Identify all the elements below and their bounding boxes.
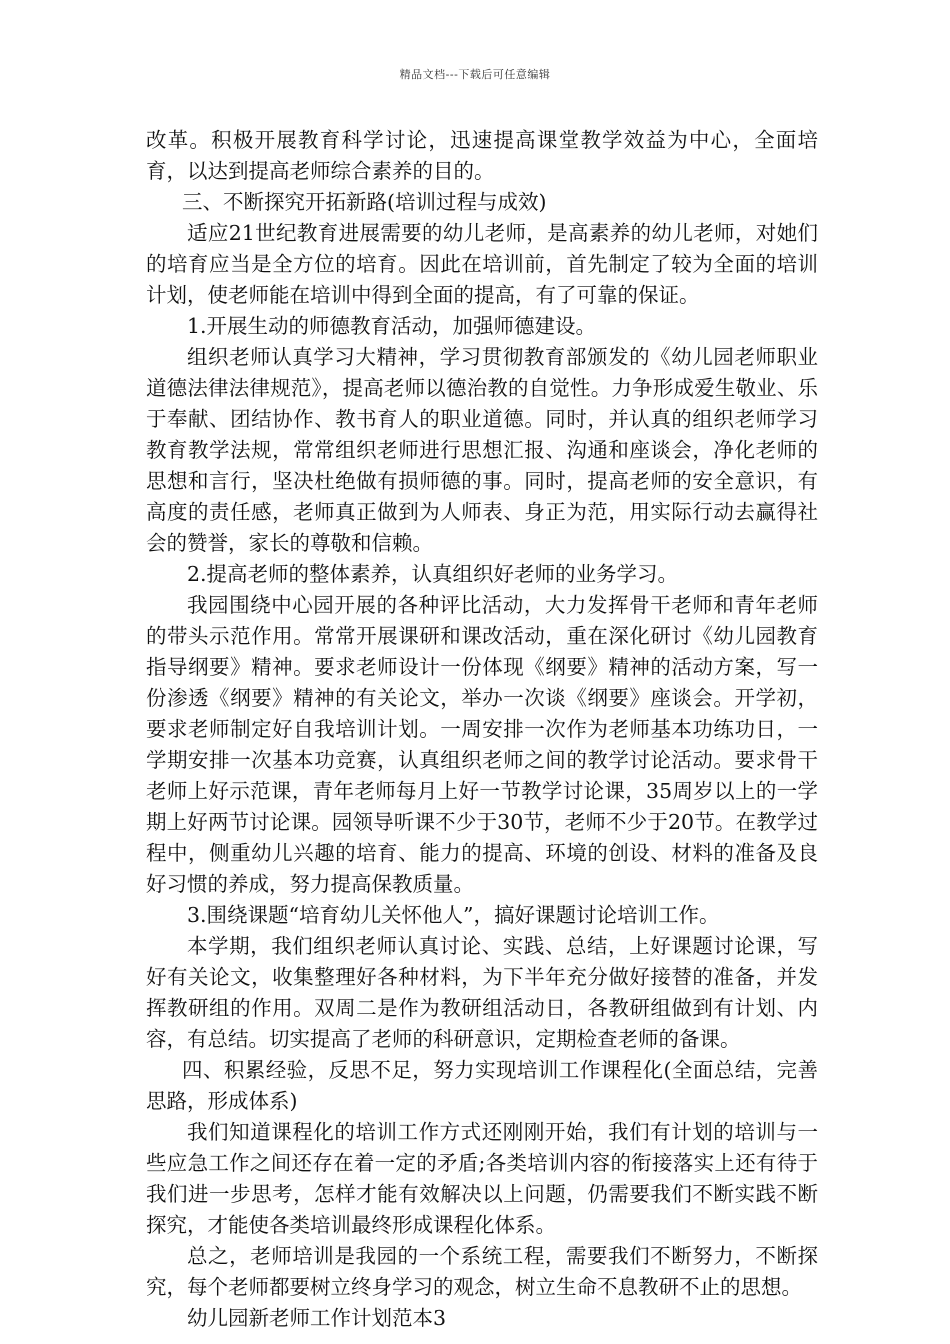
document-body xyxy=(146,125,818,1334)
paragraph: 本学期，我们组织老师认真讨论、实践、总结，上好课题讨论课，写好有关论文，收集整理好各种材料，为下半年充分做好接替的准备，并发挥教研组的作用。双周二是作为教研组活动日，各教研组做到有计划、内容，有总结。切实提高了老师的科研意识，定期检查老师的备课。 xyxy=(146,934,818,1051)
subheading-3: 3.围绕课题“培育幼儿关怀他人”，搞好课题讨论培训工作。 xyxy=(187,903,720,927)
paragraph: 我园围绕中心园开展的各种评比活动，大力发挥骨干老师和青年老师的带头示范作用。常常开展课研和课改活动，重在深化研讨《幼儿园教育指导纲要》精神。要求老师设计一份体现《纲要》精神的活动方案，写一份渗透《纲要》精神的有关论文，举办一次谈《纲要》座谈会。开学初，要求老师制定好自我培训计划。一周安排一次作为老师基本功练功日，一学期安排一次基本功竞赛，认真组织老师之间的教学讨论活动。要求骨干老师上好示范课，青年老师每月上好一节教学讨论课，35周岁以上的一学期上好两节讨论课。园领导听课不少于30节，老师不少于20节。在教学过程中，侧重幼儿兴趣的培育、能力的提高、环境的创设、材料的准备及良好习惯的养成，努力提高保教质量。 xyxy=(146,593,818,896)
paragraph: 我们知道课程化的培训工作方式还刚刚开始，我们有计划的培训与一些应急工作之间还存在着一定的矛盾;各类培训内容的衔接落实上还有待于我们进一步思考，怎样才能有效解决以上问题，仍需要我们不断实践不断探究，才能使各类培训最终形成课程化体系。 xyxy=(146,1120,818,1237)
subheading-1: 1.开展生动的师德教育活动，加强师德建设。 xyxy=(187,314,597,338)
page-header: 精品文档---下载后可任意编辑 xyxy=(399,68,551,81)
section-heading-3: 三、不断探究开拓新路(培训过程与成效) xyxy=(182,190,547,214)
subheading-2: 2.提高老师的整体素养，认真组织好老师的业务学习。 xyxy=(187,562,679,586)
paragraph: 适应21世纪教育进展需要的幼儿老师，是高素养的幼儿老师，对她们的培育应当是全方位的培育。因此在培训前，首先制定了较为全面的培训计划，使老师能在培训中得到全面的提高，有了可靠的保证。 xyxy=(146,221,818,307)
paragraph-continuation: 改革。积极开展教育科学讨论，迅速提高课堂教学效益为中心，全面培育，以达到提高老师综合素养的目的。 xyxy=(146,128,818,183)
section-heading-4: 四、积累经验，反思不足，努力实现培训工作课程化(全面总结，完善思路，形成体系) xyxy=(146,1058,818,1113)
next-section-title: 幼儿园新老师工作计划范本3 xyxy=(187,1306,447,1330)
paragraph-conclusion: 总之，老师培训是我园的一个系统工程，需要我们不断努力，不断探究，每个老师都要树立终身学习的观念，树立生命不息教研不止的思想。 xyxy=(146,1244,818,1299)
paragraph: 组织老师认真学习大精神，学习贯彻教育部颁发的《幼儿园老师职业道德法律法律规范》，提高老师以德治教的自觉性。力争形成爱生敬业、乐于奉献、团结协作、教书育人的职业道德。同时，并认真的组织老师学习教育教学法规，常常组织老师进行思想汇报、沟通和座谈会，净化老师的思想和言行，坚决杜绝做有损师德的事。同时，提高老师的安全意识，有高度的责任感，老师真正做到为人师表、身正为范，用实际行动去赢得社会的赞誉，家长的尊敬和信赖。 xyxy=(146,345,818,555)
